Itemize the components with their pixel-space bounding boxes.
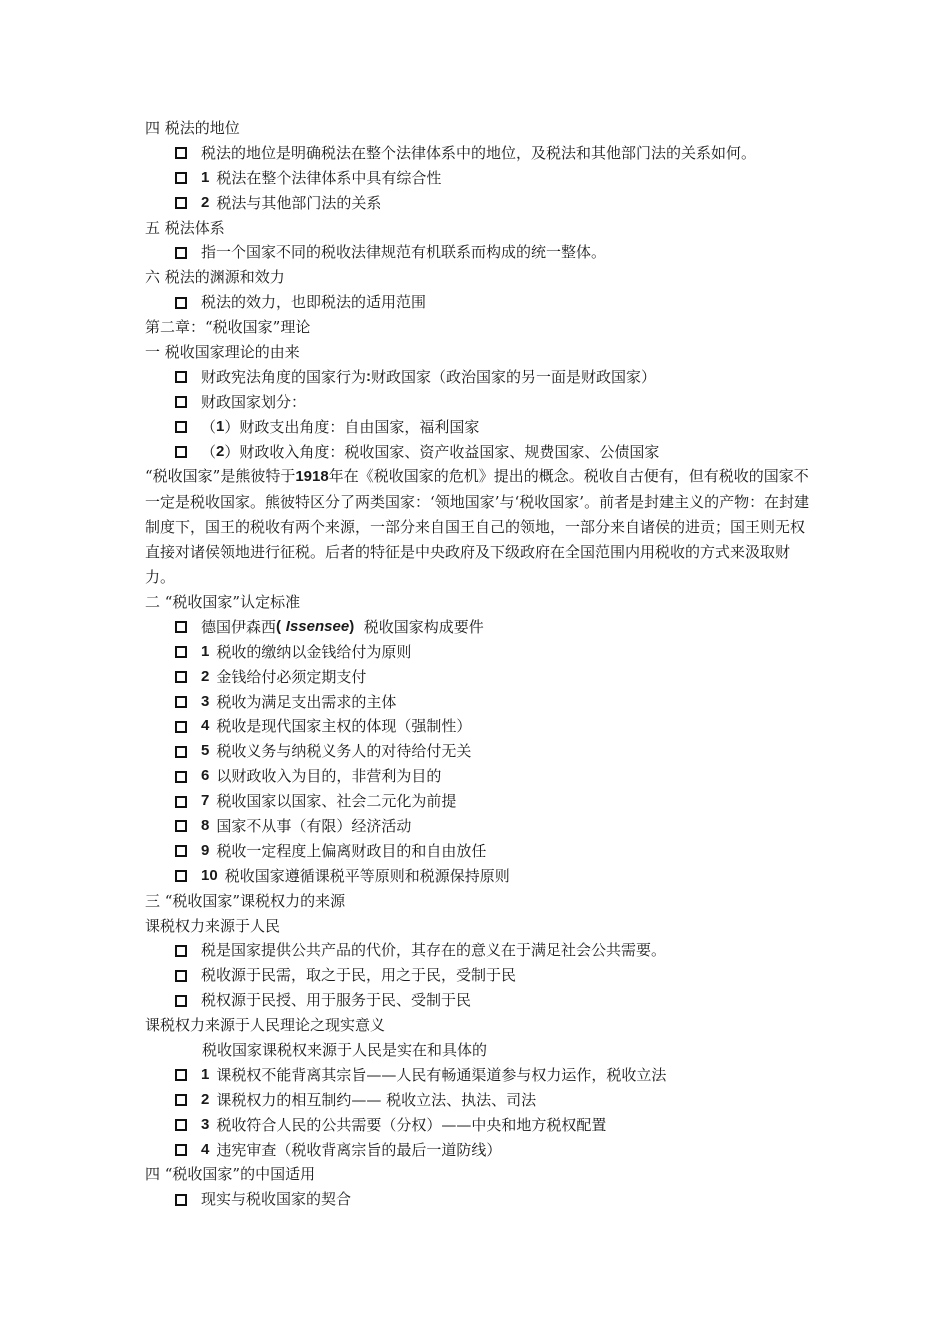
checkbox-bullet-icon <box>175 696 187 708</box>
numbered-bullet-item <box>145 839 815 864</box>
bullet-text: 税收国家以国家、社会二元化为前提 <box>216 792 457 811</box>
checkbox-bullet-icon <box>175 771 187 783</box>
paragraph-text: 年在《税收国家的危机》提出的概念。税收自古便有，但有税收的国家不一定是税收国家。熊彼特区分了两类国家：‘领地国家’与‘税收国家’。前者是封建主义的产物：在封建制度下，国王的税收有两个来源，一部分来自国王自己的领地，一部分来自诸侯的进贡；国王则无权直接对诸侯领地进行征税。后者的特征是中央政府及下级政府在全国范围内用税收的方式来汲取财力。 <box>145 467 810 587</box>
bullet-text: （ <box>201 417 217 436</box>
bullet-item <box>145 615 815 640</box>
bullet-item <box>145 166 815 191</box>
item-number: 3 <box>201 1115 210 1133</box>
checkbox-bullet-icon <box>175 671 187 683</box>
bullet-text: 税收是现代国家主权的体现（强制性） <box>216 717 472 736</box>
bullet-text: 财政国家（政治国家的另一面是财政国家） <box>371 367 657 386</box>
item-number: 5 <box>201 742 210 760</box>
numbered-bullet-item <box>145 1113 815 1138</box>
numbered-bullet-item <box>145 739 815 764</box>
numbered-bullet-item <box>145 814 815 839</box>
bullet-text: 违宪审查（税收背离宗旨的最后一道防线） <box>216 1140 502 1159</box>
section-heading-sources-effect: 六 税法的渊源和效力 <box>145 268 285 287</box>
bullet-item <box>145 390 815 415</box>
checkbox-bullet-icon <box>175 646 187 658</box>
bullet-item <box>145 240 815 265</box>
bullet-text: 税法与其他部门法的关系 <box>216 193 382 212</box>
numbered-bullet-item <box>145 690 815 715</box>
checkbox-bullet-icon <box>175 970 187 982</box>
bullet-text: 税法的效力，也即税法的适用范围 <box>201 293 427 312</box>
checkbox-bullet-icon <box>175 796 187 808</box>
bullet-text: 国家不从事（有限）经济活动 <box>216 817 412 836</box>
item-number: 1 <box>201 168 210 186</box>
item-number: 9 <box>201 841 210 859</box>
bullet-text: ）财政支出角度：自由国家，福利国家 <box>224 417 480 436</box>
item-number: 2 <box>201 193 210 211</box>
checkbox-bullet-icon <box>175 172 187 184</box>
checkbox-bullet-icon <box>175 297 187 309</box>
year-number: 1918 <box>295 468 329 486</box>
numbered-bullet-item <box>145 640 815 665</box>
bullet-text: 税收一定程度上偏离财政目的和自由放任 <box>216 841 487 860</box>
checkbox-bullet-icon <box>175 197 187 209</box>
checkbox-bullet-icon <box>175 945 187 957</box>
paragraph-text: “税收国家”是熊彼特于 <box>145 467 296 486</box>
section-heading-tax-law-status: 四 税法的地位 <box>145 119 240 137</box>
numbered-bullet-item <box>145 1063 815 1088</box>
bullet-text: ）财政收入角度：税收国家、资产收益国家、规费国家、公债国家 <box>224 442 660 461</box>
bullet-item <box>145 1187 815 1212</box>
checkbox-bullet-icon <box>175 621 187 633</box>
colon-mark: : <box>366 367 372 385</box>
item-number: 6 <box>201 767 210 785</box>
bullet-text: 税收国家遵循课税平等原则和税源保持原则 <box>224 866 510 885</box>
bullet-item <box>145 963 815 988</box>
checkbox-bullet-icon <box>175 746 187 758</box>
item-number: 2 <box>201 667 210 685</box>
subheading: 课税权力来源于人民 <box>145 916 281 935</box>
bullet-text: 指一个国家不同的税收法律规范有机联系而构成的统一整体。 <box>201 243 607 262</box>
bullet-text: 课税权不能背离其宗旨——人民有畅通渠道参与权力运作，税收立法 <box>216 1065 667 1084</box>
bullet-item <box>145 191 815 216</box>
item-number: 1 <box>201 1065 210 1083</box>
bullet-text: 税权源于民授、用于服务于民、受制于民 <box>201 991 472 1010</box>
checkbox-bullet-icon <box>175 1069 187 1081</box>
item-number: 1 <box>201 642 210 660</box>
section-heading-tax-law-system: 五 税法体系 <box>145 218 225 237</box>
numbered-bullet-item <box>145 789 815 814</box>
numbered-bullet-item <box>145 864 815 889</box>
checkbox-bullet-icon <box>175 247 187 259</box>
bullet-text: 德国伊森西 <box>201 617 277 636</box>
checkbox-bullet-icon <box>175 1144 187 1156</box>
section-heading-china: 四 “税收国家”的中国适用 <box>145 1165 316 1184</box>
indented-text: 税收国家课税权来源于人民是实在和具体的 <box>202 1041 488 1060</box>
checkbox-bullet-icon <box>175 1194 187 1206</box>
item-number: 7 <box>201 792 210 810</box>
numbered-bullet-item <box>145 764 815 789</box>
bullet-text: 税法在整个法律体系中具有综合性 <box>216 168 442 187</box>
bullet-text: 税法的地位是明确税法在整个法律体系中的地位，及税法和其他部门法的关系如何。 <box>201 143 757 162</box>
paren-close: ) <box>349 617 355 635</box>
bullet-item <box>145 141 815 166</box>
author-name: Issensee <box>285 617 350 635</box>
chapter-title: 第二章：“税收国家”理论 <box>145 318 311 337</box>
checkbox-bullet-icon <box>175 820 187 832</box>
bullet-text: 现实与税收国家的契合 <box>201 1190 352 1209</box>
bullet-text: 财政国家划分： <box>201 392 307 411</box>
numbered-bullet-item <box>145 1138 815 1163</box>
bullet-text: 财政宪法角度的国家行为 <box>201 367 367 386</box>
item-number: 4 <box>201 717 210 735</box>
numbered-bullet-item <box>145 665 815 690</box>
checkbox-bullet-icon <box>175 995 187 1007</box>
section-heading-origin: 一 税收国家理论的由来 <box>145 343 300 362</box>
bullet-text: 税是国家提供公共产品的代价，其存在的意义在于满足社会公共需要。 <box>201 941 667 960</box>
item-number: 4 <box>201 1140 210 1158</box>
checkbox-bullet-icon <box>175 1119 187 1131</box>
checkbox-bullet-icon <box>175 446 187 458</box>
item-number: 1 <box>216 417 225 435</box>
checkbox-bullet-icon <box>175 371 187 383</box>
checkbox-bullet-icon <box>175 147 187 159</box>
subheading: 课税权力来源于人民理论之现实意义 <box>145 1016 386 1035</box>
bullet-text: 税收的缴纳以金钱给付为原则 <box>216 642 412 661</box>
bullet-item <box>145 440 815 465</box>
checkbox-bullet-icon <box>175 721 187 733</box>
section-heading-criteria: 二 “税收国家”认定标准 <box>145 593 301 611</box>
bullet-text: 税收国家构成要件 <box>363 617 484 636</box>
checkbox-bullet-icon <box>175 870 187 882</box>
bullet-text: 税收为满足支出需求的主体 <box>216 692 397 711</box>
bullet-text: 税收义务与纳税义务人的对待给付无关 <box>216 742 472 761</box>
bullet-text: 税收源于民需，取之于民，用之于民，受制于民 <box>201 966 517 985</box>
bullet-text: （ <box>201 442 217 461</box>
document-body <box>145 116 815 1212</box>
checkbox-bullet-icon <box>175 421 187 433</box>
bullet-item <box>145 938 815 963</box>
item-number: 8 <box>201 817 210 835</box>
bullet-item <box>145 415 815 440</box>
bullet-item <box>145 365 815 390</box>
bullet-text: 金钱给付必须定期支付 <box>216 667 367 686</box>
bullet-text: 以财政收入为目的，非营利为目的 <box>216 767 442 786</box>
section-heading-power-source: 三 “税收国家”课税权力的来源 <box>145 891 346 910</box>
item-number: 3 <box>201 692 210 710</box>
checkbox-bullet-icon <box>175 1094 187 1106</box>
checkbox-bullet-icon <box>175 845 187 857</box>
bullet-item <box>145 988 815 1013</box>
criteria-list <box>145 640 815 889</box>
significance-list <box>145 1063 815 1163</box>
bullet-item <box>145 290 815 315</box>
item-number: 2 <box>201 1090 210 1108</box>
bullet-text: 课税权力的相互制约—— 税收立法、执法、司法 <box>216 1090 537 1109</box>
paren-open: ( <box>276 617 282 635</box>
body-paragraph <box>145 464 815 590</box>
item-number: 2 <box>216 442 225 460</box>
numbered-bullet-item <box>145 1088 815 1113</box>
item-number: 10 <box>201 866 218 884</box>
numbered-bullet-item <box>145 714 815 739</box>
checkbox-bullet-icon <box>175 396 187 408</box>
bullet-text: 税收符合人民的公共需要（分权）——中央和地方税权配置 <box>216 1115 607 1134</box>
